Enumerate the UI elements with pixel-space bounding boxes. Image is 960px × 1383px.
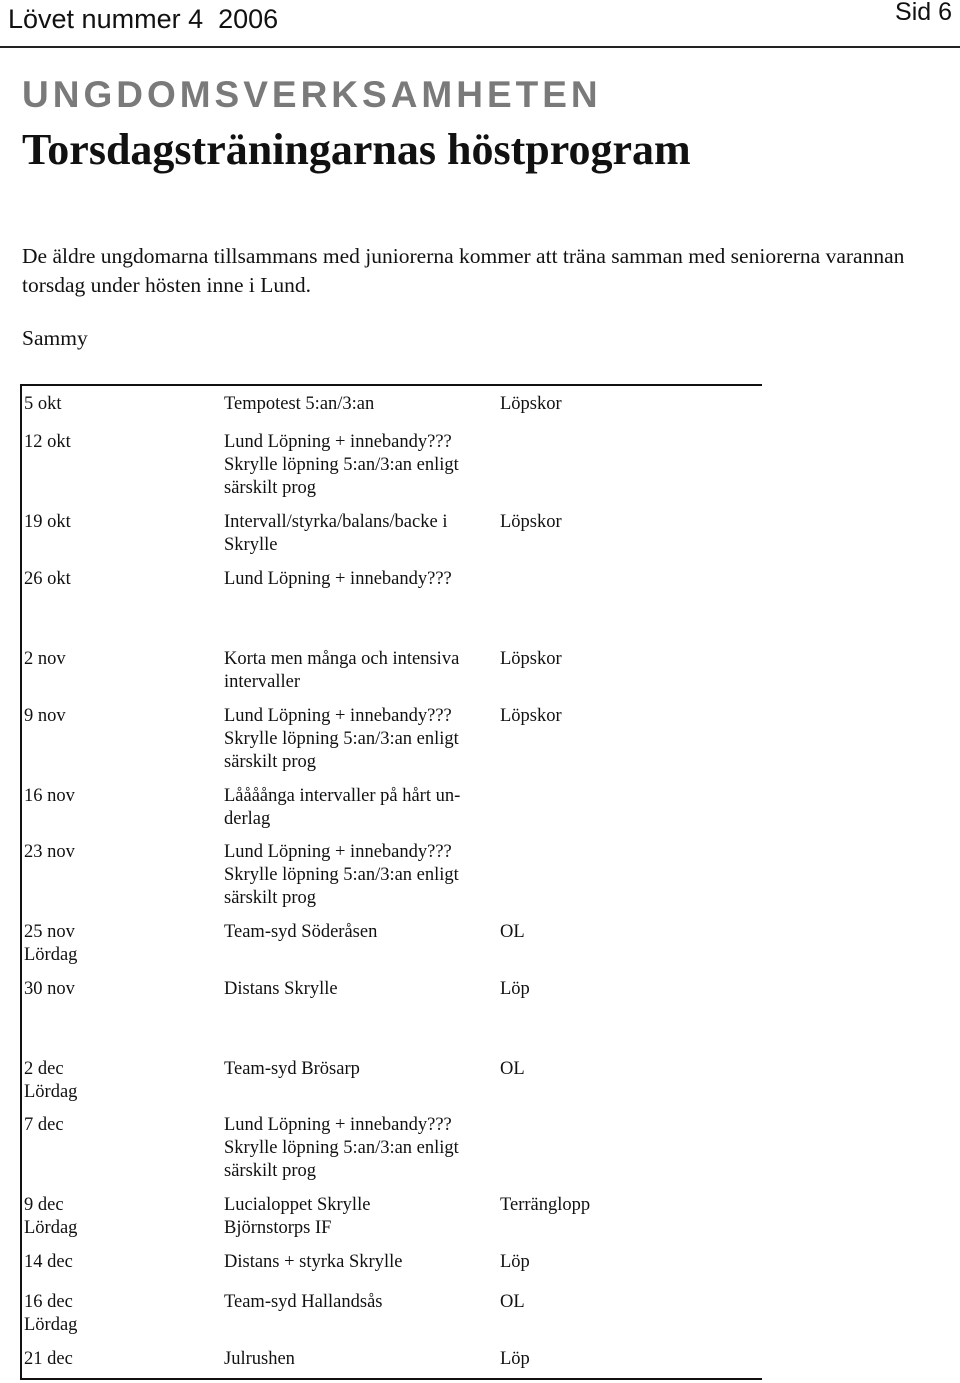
schedule-type: OL xyxy=(500,1059,525,1079)
schedule-type: Terränglopp xyxy=(500,1195,591,1215)
schedule-type: Löpskor xyxy=(500,512,562,532)
schedule-date: 25 nov Lördag xyxy=(24,922,78,965)
schedule-type: OL xyxy=(500,1292,525,1312)
schedule-type: Löp xyxy=(500,1252,530,1272)
schedule-activity: Tempotest 5:an/3:an xyxy=(224,394,375,414)
schedule-activity: Team-syd Hallandsås xyxy=(224,1292,383,1312)
schedule-date: 9 nov xyxy=(24,706,66,726)
schedule-date: 12 okt xyxy=(24,432,71,452)
page-number: Sid 6 xyxy=(895,0,952,26)
schedule-type: Löp xyxy=(500,979,530,999)
schedule-date: 9 dec Lördag xyxy=(24,1195,78,1238)
schedule-activity: Korta men många och intensiva intervaller xyxy=(224,649,460,692)
schedule-type: Löpskor xyxy=(500,649,562,669)
schedule-activity: Lund Löpning + innebandy??? Skrylle löpning 5:an/3:an enligt särskilt prog xyxy=(224,432,459,498)
schedule-type: OL xyxy=(500,922,525,942)
schedule-activity: Julrushen xyxy=(224,1349,295,1369)
schedule-date: 26 okt xyxy=(24,569,71,589)
intro-paragraph: De äldre ungdomarna tillsammans med juniorerna kommer att träna samman med seniorerna varannan torsdag under hösten inne i Lund. xyxy=(22,244,905,297)
page-title: Torsdagsträningarnas höstprogram xyxy=(22,125,691,174)
schedule-activity: Lund Löpning + innebandy??? Skrylle löpning 5:an/3:an enligt särskilt prog xyxy=(224,842,459,908)
schedule-activity: Lund Löpning + innebandy??? xyxy=(224,569,452,589)
schedule-type: Löp xyxy=(500,1349,530,1369)
table-bottom-border xyxy=(20,1378,762,1380)
section-title: UNGDOMSVERKSAMHETEN xyxy=(22,74,602,115)
schedule-date: 2 dec Lördag xyxy=(24,1059,78,1102)
table-top-border xyxy=(20,384,762,386)
schedule-date: 2 nov xyxy=(24,649,66,669)
schedule-date: 19 okt xyxy=(24,512,71,532)
schedule-activity: Team-syd Brösarp xyxy=(224,1059,360,1079)
schedule-activity: Lucialoppet Skrylle Björnstorps IF xyxy=(224,1195,371,1238)
signature: Sammy xyxy=(22,326,88,350)
schedule-date: 21 dec xyxy=(24,1349,73,1369)
table-left-border xyxy=(20,384,22,1380)
schedule-date: 30 nov xyxy=(24,979,75,999)
schedule-date: 5 okt xyxy=(24,394,62,414)
schedule-activity: Distans Skrylle xyxy=(224,979,338,999)
page-header xyxy=(0,0,960,48)
schedule-activity: Låååånga intervaller på hårt un- derlag xyxy=(224,786,461,829)
schedule-date: 7 dec xyxy=(24,1115,64,1135)
schedule-date: 16 dec Lördag xyxy=(24,1292,78,1335)
schedule-date: 14 dec xyxy=(24,1252,73,1272)
schedule-type: Löpskor xyxy=(500,706,562,726)
schedule-activity: Intervall/styrka/balans/backe i Skrylle xyxy=(224,512,448,555)
schedule-activity: Team-syd Söderåsen xyxy=(224,922,378,942)
schedule-date: 23 nov xyxy=(24,842,75,862)
schedule-type: Löpskor xyxy=(500,394,562,414)
issue-label: Lövet nummer 4 2006 xyxy=(8,4,279,34)
schedule-activity: Lund Löpning + innebandy??? Skrylle löpning 5:an/3:an enligt särskilt prog xyxy=(224,706,459,772)
schedule-activity: Lund Löpning + innebandy??? Skrylle löpning 5:an/3:an enligt särskilt prog xyxy=(224,1115,459,1181)
schedule-date: 16 nov xyxy=(24,786,75,806)
schedule-activity: Distans + styrka Skrylle xyxy=(224,1252,403,1272)
